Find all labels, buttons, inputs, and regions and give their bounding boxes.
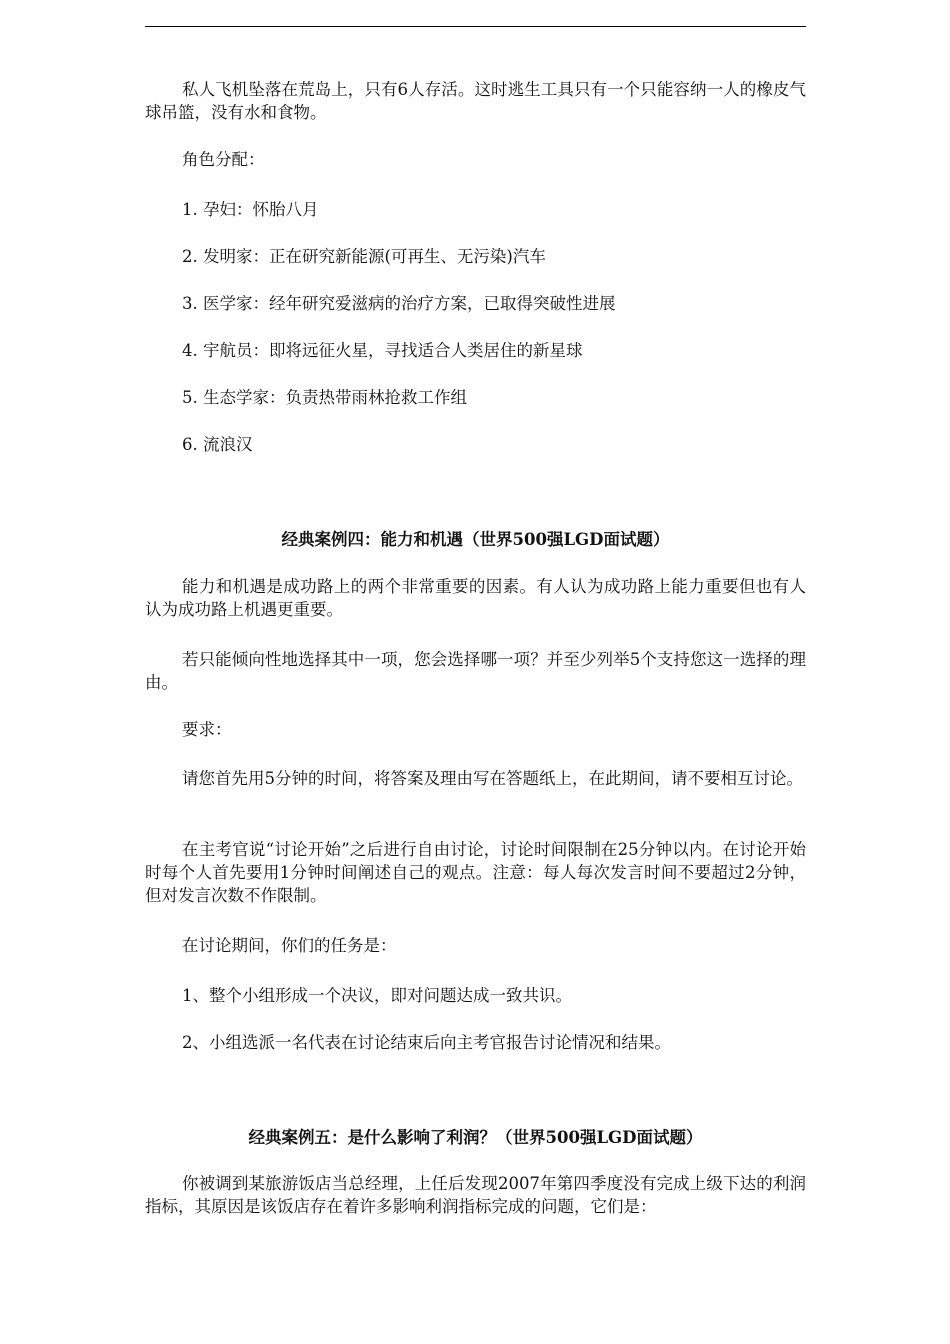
role-item-4: 4. 宇航员：即将远征火星，寻找适合人类居住的新星球 [182, 341, 583, 360]
case5-paragraph-1: 你被调到某旅游饭店当总经理，上任后发现2007年第四季度没有完成上级下达的利润指标，其原因是该饭店存在着许多影响利润指标完成的问题，它们是： [145, 1174, 806, 1216]
case4-paragraph-2: 若只能倾向性地选择其中一项，您会选择哪一项？并至少列举5个支持您这一选择的理由。 [145, 650, 806, 692]
role-item-5: 5. 生态学家：负责热带雨林抢救工作组 [182, 388, 467, 407]
task-item-2: 2、小组选派一名代表在讨论结束后向主考官报告讨论情况和结果。 [182, 1033, 671, 1052]
case4-paragraph-3: 请您首先用5分钟的时间，将答案及理由写在答题纸上，在此期间，请不要相互讨论。 [182, 769, 803, 788]
role-item-6: 6. 流浪汉 [182, 435, 253, 454]
roles-label: 角色分配： [182, 150, 265, 169]
case4-paragraph-1: 能力和机遇是成功路上的两个非常重要的因素。有人认为成功路上能力重要但也有人认为成功路上机遇更重要。 [145, 577, 806, 619]
case4-paragraph-4: 在主考官说“讨论开始”之后进行自由讨论，讨论时间限制在25分钟以内。在讨论开始时每个人首先要用1分钟时间阐述自己的观点。注意：每人每次发言时间不要超过2分钟，但对发言次数不作限制。 [145, 840, 806, 905]
case5-title: 经典案例五：是什么影响了利润？（世界500强LGD面试题） [248, 1128, 703, 1147]
task-item-1: 1、整个小组形成一个决议，即对问题达成一致共识。 [182, 986, 572, 1005]
role-item-2: 2. 发明家：正在研究新能源(可再生、无污染)汽车 [182, 247, 546, 266]
case4-title: 经典案例四：能力和机遇（世界500强LGD面试题） [281, 530, 670, 549]
task-label: 在讨论期间，你们的任务是： [182, 936, 397, 955]
header-rule [145, 26, 806, 27]
case3-intro: 私人飞机坠落在荒岛上，只有6人存活。这时逃生工具只有一个只能容纳一人的橡皮气球吊篮，没有水和食物。 [145, 80, 806, 122]
requirements-label: 要求： [182, 720, 232, 739]
role-item-1: 1. 孕妇：怀胎八月 [182, 200, 319, 219]
role-item-3: 3. 医学家：经年研究爱滋病的治疗方案，已取得突破性进展 [182, 294, 616, 313]
